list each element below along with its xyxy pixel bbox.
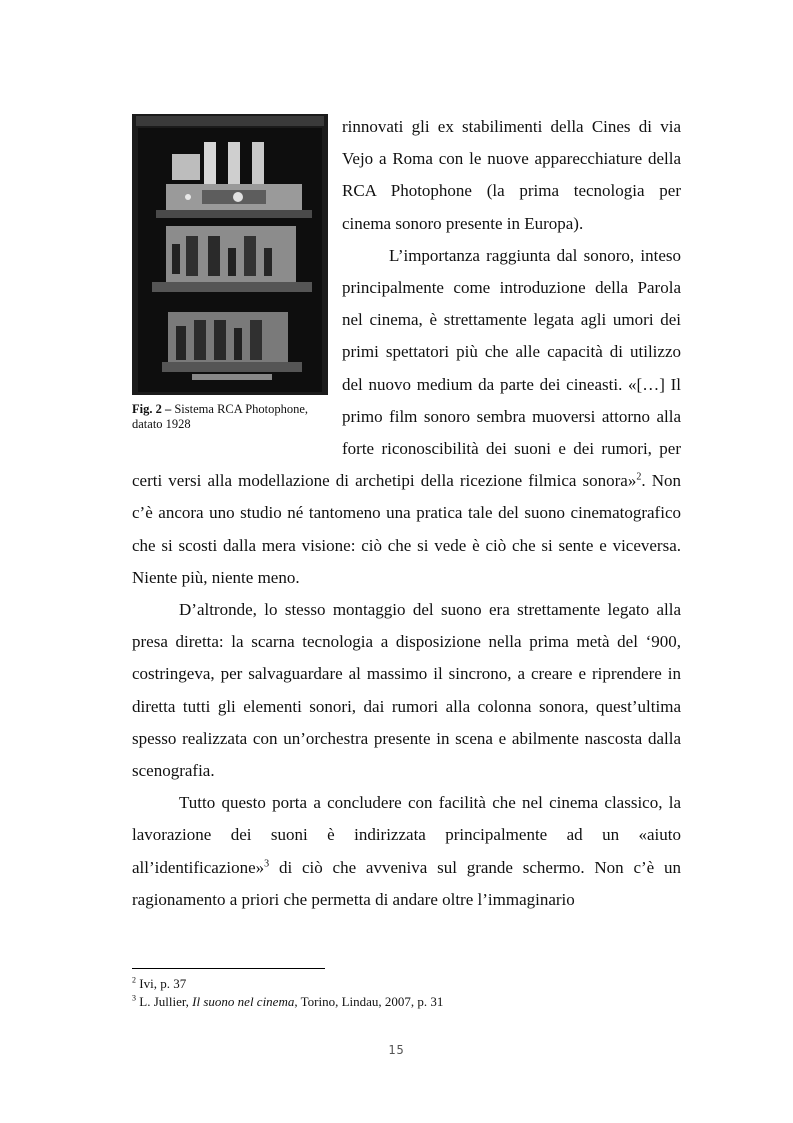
- figure-caption: [132, 402, 332, 432]
- footnote-3: [132, 993, 692, 1011]
- paragraph-4: [132, 787, 681, 916]
- paragraph-3: D’altronde, lo stesso montaggio del suono era strettamente legato alla presa diretta: la scarna tecnologia a disposizione nella prima metà del ‘900, costringeva, per salvaguardare al massimo il sincrono, a creare e riprendere in diretta tutti gli elementi sonori, dai rumori alla colonna sonora, quest’ultima spesso realizzata con un’orchestra presente in scena e abilmente nascosta dalla scenografia.: [132, 600, 681, 781]
- footnote-3-post: , Torino, Lindau, 2007, p. 31: [294, 994, 444, 1009]
- footnote-2-text: Ivi, p. 37: [136, 976, 187, 991]
- footnotes: [132, 975, 692, 1011]
- paragraph-2-text-b: . Non c’è ancora uno studio né tantomeno una pratica tale del suono cinematografico che si scosti dalla mera visione: ciò che si vede è ciò che si sente e viceversa. Niente più, niente meno.: [132, 471, 681, 587]
- footnote-3-pre: L. Jullier,: [136, 994, 193, 1009]
- footnote-3-title: Il suono nel cinema: [192, 994, 295, 1009]
- rca-photophone-image: [132, 114, 328, 395]
- figure-label: Fig. 2 –: [132, 402, 172, 416]
- figure-caption-text: Sistema RCA Photophone, datato 1928: [132, 402, 309, 431]
- paragraph-4-text-a: Tutto questo porta a concludere con facilità che nel cinema classico, la lavorazione dei suoni è indirizzata principalmente ad un «aiuto all’identificazione»: [132, 793, 681, 877]
- footnote-ref-3: 3: [264, 858, 270, 870]
- paragraph-1: rinnovati gli ex stabilimenti della Cines di via Vejo a Roma con le nuove apparecchiature della RCA Photophone (la prima tecnologia per cinema sonoro presente in Europa).: [342, 117, 681, 233]
- footnote-3-number: 3: [132, 993, 136, 1003]
- figure-2: [132, 114, 332, 452]
- footnote-ref-2: 2: [636, 471, 642, 483]
- page-number: 15: [388, 1043, 405, 1057]
- body-text: [132, 111, 681, 916]
- paragraph-4-text-b: di ciò che avveniva sul grande schermo. Non c’è un ragionamento a priori che permetta di andare oltre l’immaginario: [132, 857, 681, 909]
- paragraph-2-text-a: L’importanza raggiunta dal sonoro, inteso principalmente come introduzione della Parola nel cinema, è strettamente legata agli umori dei primi spettatori più che alle capacità di utilizzo del nuovo medium da parte dei cineasti. «[…] Il primo film sonoro sembra muoversi attorno alla forte riconoscibilità dei suoni e dei rumori, per certi versi alla modellazione di archetipi della ricezione filmica sonora»: [132, 245, 681, 491]
- figure-photo-rca-photophone: [132, 114, 328, 395]
- footnote-separator: [132, 968, 325, 969]
- footnote-2: [132, 975, 692, 993]
- footnote-2-number: 2: [132, 975, 136, 985]
